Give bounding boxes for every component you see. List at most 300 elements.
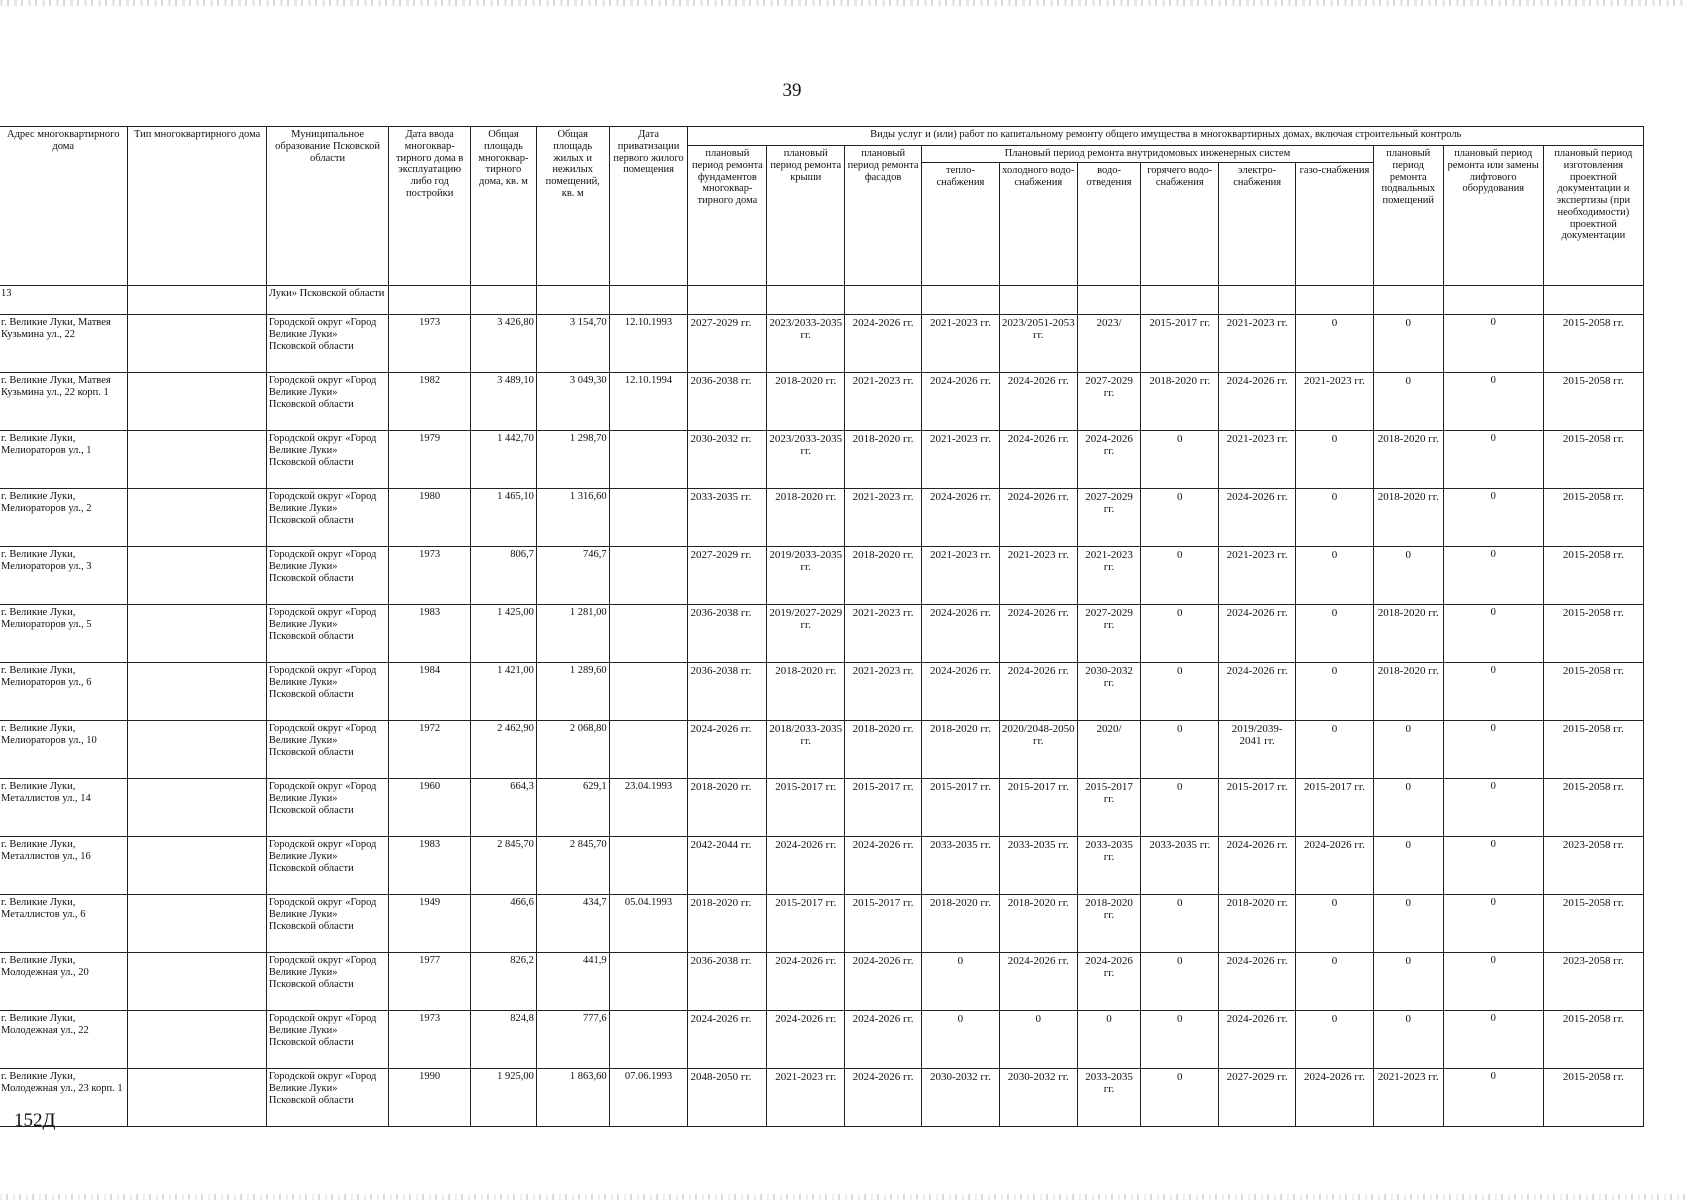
cell-elevator: 0 bbox=[1443, 779, 1543, 837]
table-row bbox=[0, 373, 1644, 431]
cell-gas: 0 bbox=[1296, 953, 1374, 1011]
cell-total-area: 1 421,00 bbox=[471, 663, 537, 721]
cell-privatization: 07.06.1993 bbox=[609, 1069, 688, 1127]
cell-design: 2023-2058 гг. bbox=[1543, 837, 1643, 895]
cell-foundation: 2048-2050 гг. bbox=[688, 1069, 767, 1127]
table-row bbox=[0, 779, 1644, 837]
cell-total-area: 824,8 bbox=[471, 1011, 537, 1069]
cell-municipality: Городской округ «Город Великие Луки» Псковской области bbox=[266, 779, 388, 837]
cell-house-type bbox=[128, 895, 267, 953]
cell-basement: 0 bbox=[1373, 315, 1443, 373]
header-commission-date: Дата ввода многоквар-тирного дома в эксплуатацию либо год постройки bbox=[389, 127, 471, 286]
cell-premises-area: 2 845,70 bbox=[536, 837, 609, 895]
cell-municipality: Городской округ «Город Великие Луки» Псковской области bbox=[266, 895, 388, 953]
cell-year: 1960 bbox=[389, 779, 471, 837]
cell-foundation: 2024-2026 гг. bbox=[688, 1011, 767, 1069]
cell-total-area: 826,2 bbox=[471, 953, 537, 1011]
cell-sewage: 2027-2029 гг. bbox=[1077, 489, 1141, 547]
cell-year: 1979 bbox=[389, 431, 471, 489]
cell-facade: 2024-2026 гг. bbox=[845, 837, 922, 895]
cell-total-area: 3 489,10 bbox=[471, 373, 537, 431]
header-design: плановый период изготовления проектной документации и экспертизы (при необходимости) проектной документации bbox=[1543, 146, 1643, 286]
cell-year: 1977 bbox=[389, 953, 471, 1011]
cell-gas: 0 bbox=[1296, 1011, 1374, 1069]
cell-hot-water: 0 bbox=[1141, 1011, 1219, 1069]
table-row bbox=[0, 721, 1644, 779]
cell-municipality: Городской округ «Город Великие Луки» Псковской области bbox=[266, 1011, 388, 1069]
cell-roof: 2018/2033-2035 гг. bbox=[767, 721, 845, 779]
cell-municipality: Городской округ «Город Великие Луки» Псковской области bbox=[266, 547, 388, 605]
cell-electric: 2024-2026 гг. bbox=[1219, 953, 1296, 1011]
cell-basement: 2018-2020 гг. bbox=[1373, 489, 1443, 547]
table-body bbox=[0, 286, 1644, 1127]
cell-cold-water: 2024-2026 гг. bbox=[999, 605, 1077, 663]
cell-empty bbox=[1373, 286, 1443, 315]
cell-privatization: 12.10.1994 bbox=[609, 373, 688, 431]
cell-year: 1983 bbox=[389, 837, 471, 895]
cell-heat: 2033-2035 гг. bbox=[922, 837, 1000, 895]
cell-privatization bbox=[609, 1011, 688, 1069]
cell-heat: 2021-2023 гг. bbox=[922, 315, 1000, 373]
cell-foundation: 2033-2035 гг. bbox=[688, 489, 767, 547]
cell-basement: 0 bbox=[1373, 953, 1443, 1011]
header-municipality: Муниципальное образование Псковской области bbox=[266, 127, 388, 286]
cell-year: 1973 bbox=[389, 315, 471, 373]
cell-foundation: 2036-2038 гг. bbox=[688, 605, 767, 663]
cell-sewage: 2024-2026 гг. bbox=[1077, 953, 1141, 1011]
cell-foundation: 2018-2020 гг. bbox=[688, 895, 767, 953]
cell-hot-water: 0 bbox=[1141, 663, 1219, 721]
cell-house-type bbox=[128, 663, 267, 721]
cell-empty bbox=[767, 286, 845, 315]
cell-heat: 0 bbox=[922, 953, 1000, 1011]
cell-premises-area: 1 281,00 bbox=[536, 605, 609, 663]
cell-electric: 2027-2029 гг. bbox=[1219, 1069, 1296, 1127]
cell-empty bbox=[1543, 286, 1643, 315]
cell-municipality: Городской округ «Город Великие Луки» Псковской области bbox=[266, 431, 388, 489]
table-row bbox=[0, 1069, 1644, 1127]
cell-hot-water: 2018-2020 гг. bbox=[1141, 373, 1219, 431]
table-row bbox=[0, 315, 1644, 373]
cell-premises-area: 3 154,70 bbox=[536, 315, 609, 373]
cell-design: 2015-2058 гг. bbox=[1543, 1069, 1643, 1127]
cell-heat: 2030-2032 гг. bbox=[922, 1069, 1000, 1127]
cell-hot-water: 0 bbox=[1141, 431, 1219, 489]
header-sewage: водо-отведения bbox=[1077, 163, 1141, 286]
cell-empty bbox=[922, 286, 1000, 315]
scan-edge-top bbox=[0, 0, 1686, 6]
cell-premises-area: 3 049,30 bbox=[536, 373, 609, 431]
header-privatization-date: Дата приватизации первого жилого помещения bbox=[609, 127, 688, 286]
cell-foundation: 2030-2032 гг. bbox=[688, 431, 767, 489]
cell-house-type bbox=[128, 837, 267, 895]
cell-basement: 2018-2020 гг. bbox=[1373, 663, 1443, 721]
cell-cold-water: 0 bbox=[999, 1011, 1077, 1069]
cell-foundation: 2042-2044 гг. bbox=[688, 837, 767, 895]
cell-empty bbox=[609, 286, 688, 315]
cell-elevator: 0 bbox=[1443, 1011, 1543, 1069]
cell-municipality: Городской округ «Город Великие Луки» Псковской области bbox=[266, 605, 388, 663]
cell-total-area: 1 425,00 bbox=[471, 605, 537, 663]
cell-year: 1983 bbox=[389, 605, 471, 663]
cell-house-type bbox=[128, 431, 267, 489]
cell-house-type bbox=[128, 1011, 267, 1069]
cell-basement: 0 bbox=[1373, 779, 1443, 837]
document-code: 152Д bbox=[14, 1110, 56, 1131]
cell-design: 2015-2058 гг. bbox=[1543, 547, 1643, 605]
cell-roof: 2018-2020 гг. bbox=[767, 489, 845, 547]
cell-empty bbox=[999, 286, 1077, 315]
cell-sewage: 2033-2035 гг. bbox=[1077, 837, 1141, 895]
table-row bbox=[0, 953, 1644, 1011]
cell-basement: 0 bbox=[1373, 373, 1443, 431]
cell-municipality: Городской округ «Город Великие Луки» Псковской области bbox=[266, 721, 388, 779]
cell-hot-water: 0 bbox=[1141, 895, 1219, 953]
cell-cold-water: 2024-2026 гг. bbox=[999, 663, 1077, 721]
cell-total-area: 2 845,70 bbox=[471, 837, 537, 895]
cell-cold-water: 2018-2020 гг. bbox=[999, 895, 1077, 953]
cell-total-area: 3 426,80 bbox=[471, 315, 537, 373]
cell-address: г. Великие Луки, Металлистов ул., 16 bbox=[0, 837, 128, 895]
cell-electric: 2024-2026 гг. bbox=[1219, 373, 1296, 431]
cell-empty bbox=[536, 286, 609, 315]
cell-year: 1973 bbox=[389, 1011, 471, 1069]
cell-total-area: 466,6 bbox=[471, 895, 537, 953]
cell-house-type bbox=[128, 721, 267, 779]
cell-elevator: 0 bbox=[1443, 721, 1543, 779]
capital-repair-table bbox=[0, 126, 1644, 1127]
table-row bbox=[0, 547, 1644, 605]
header-roof: плановый период ремонта крыши bbox=[767, 146, 845, 286]
cell-facade: 2021-2023 гг. bbox=[845, 373, 922, 431]
cell-gas: 0 bbox=[1296, 547, 1374, 605]
cell-gas: 2015-2017 гг. bbox=[1296, 779, 1374, 837]
cell-house-type bbox=[128, 315, 267, 373]
cell-house-type bbox=[128, 953, 267, 1011]
cell-premises-area: 1 863,60 bbox=[536, 1069, 609, 1127]
cell-roof: 2023/2033-2035 гг. bbox=[767, 431, 845, 489]
cell-hot-water: 0 bbox=[1141, 489, 1219, 547]
cell-hot-water: 0 bbox=[1141, 1069, 1219, 1127]
cell-roof: 2021-2023 гг. bbox=[767, 1069, 845, 1127]
cell-facade: 2015-2017 гг. bbox=[845, 779, 922, 837]
cell-municipality: Луки» Псковской области bbox=[266, 286, 388, 315]
cell-year: 1984 bbox=[389, 663, 471, 721]
cell-total-area: 2 462,90 bbox=[471, 721, 537, 779]
cell-premises-area: 746,7 bbox=[536, 547, 609, 605]
cell-roof: 2015-2017 гг. bbox=[767, 779, 845, 837]
cell-address: г. Великие Луки, Мелиораторов ул., 10 bbox=[0, 721, 128, 779]
header-address: Адрес многоквартирного дома bbox=[0, 127, 128, 286]
header-premises-area: Общая площадь жилых и нежилых помещений, кв. м bbox=[536, 127, 609, 286]
cell-hot-water: 0 bbox=[1141, 547, 1219, 605]
cell-hot-water: 0 bbox=[1141, 953, 1219, 1011]
header-house-type: Тип многоквартирного дома bbox=[128, 127, 267, 286]
cell-foundation: 2024-2026 гг. bbox=[688, 721, 767, 779]
cell-premises-area: 441,9 bbox=[536, 953, 609, 1011]
cell-foundation: 2036-2038 гг. bbox=[688, 953, 767, 1011]
cell-municipality: Городской округ «Город Великие Луки» Псковской области bbox=[266, 953, 388, 1011]
cell-sewage: 2018-2020 гг. bbox=[1077, 895, 1141, 953]
cell-empty bbox=[688, 286, 767, 315]
table-row bbox=[0, 605, 1644, 663]
cell-address: г. Великие Луки, Металлистов ул., 6 bbox=[0, 895, 128, 953]
cell-sewage: 2024-2026 гг. bbox=[1077, 431, 1141, 489]
cell-premises-area: 1 316,60 bbox=[536, 489, 609, 547]
cell-heat: 2024-2026 гг. bbox=[922, 489, 1000, 547]
scan-edge-bottom bbox=[0, 1194, 1686, 1200]
cell-design: 2015-2058 гг. bbox=[1543, 315, 1643, 373]
header-foundation: плановый период ремонта фундаментов многоквар-тирного дома bbox=[688, 146, 767, 286]
cell-facade: 2021-2023 гг. bbox=[845, 663, 922, 721]
cell-sewage: 0 bbox=[1077, 1011, 1141, 1069]
cell-heat: 2015-2017 гг. bbox=[922, 779, 1000, 837]
cell-electric: 2021-2023 гг. bbox=[1219, 547, 1296, 605]
cell-privatization bbox=[609, 837, 688, 895]
cell-gas: 0 bbox=[1296, 721, 1374, 779]
cell-empty bbox=[389, 286, 471, 315]
cell-house-type bbox=[128, 1069, 267, 1127]
cell-sewage: 2015-2017 гг. bbox=[1077, 779, 1141, 837]
cell-privatization: 05.04.1993 bbox=[609, 895, 688, 953]
cell-house-type bbox=[128, 547, 267, 605]
cell-premises-area: 1 289,60 bbox=[536, 663, 609, 721]
cell-design: 2015-2058 гг. bbox=[1543, 605, 1643, 663]
cell-electric: 2024-2026 гг. bbox=[1219, 605, 1296, 663]
cell-facade: 2021-2023 гг. bbox=[845, 605, 922, 663]
cell-sewage: 2027-2029 гг. bbox=[1077, 373, 1141, 431]
cell-privatization bbox=[609, 547, 688, 605]
cell-privatization: 23.04.1993 bbox=[609, 779, 688, 837]
cell-basement: 2018-2020 гг. bbox=[1373, 431, 1443, 489]
continuation-row bbox=[0, 286, 1644, 315]
cell-total-area: 1 465,10 bbox=[471, 489, 537, 547]
cell-gas: 2021-2023 гг. bbox=[1296, 373, 1374, 431]
cell-basement: 0 bbox=[1373, 837, 1443, 895]
cell-cold-water: 2024-2026 гг. bbox=[999, 431, 1077, 489]
cell-municipality: Городской округ «Город Великие Луки» Псковской области bbox=[266, 663, 388, 721]
cell-electric: 2024-2026 гг. bbox=[1219, 1011, 1296, 1069]
cell-sewage: 2030-2032 гг. bbox=[1077, 663, 1141, 721]
cell-roof: 2023/2033-2035 гг. bbox=[767, 315, 845, 373]
cell-facade: 2021-2023 гг. bbox=[845, 489, 922, 547]
cell-roof: 2024-2026 гг. bbox=[767, 953, 845, 1011]
cell-municipality: Городской округ «Город Великие Луки» Псковской области bbox=[266, 315, 388, 373]
cell-address: г. Великие Луки, Мелиораторов ул., 5 bbox=[0, 605, 128, 663]
cell-elevator: 0 bbox=[1443, 431, 1543, 489]
cell-electric: 2015-2017 гг. bbox=[1219, 779, 1296, 837]
cell-address: 13 bbox=[0, 286, 128, 315]
cell-total-area: 1 925,00 bbox=[471, 1069, 537, 1127]
cell-address: г. Великие Луки, Мелиораторов ул., 2 bbox=[0, 489, 128, 547]
cell-hot-water: 0 bbox=[1141, 605, 1219, 663]
cell-elevator: 0 bbox=[1443, 663, 1543, 721]
cell-privatization bbox=[609, 489, 688, 547]
cell-heat: 2018-2020 гг. bbox=[922, 895, 1000, 953]
cell-hot-water: 2033-2035 гг. bbox=[1141, 837, 1219, 895]
cell-basement: 0 bbox=[1373, 895, 1443, 953]
cell-premises-area: 629,1 bbox=[536, 779, 609, 837]
cell-electric: 2021-2023 гг. bbox=[1219, 315, 1296, 373]
cell-heat: 2021-2023 гг. bbox=[922, 547, 1000, 605]
cell-roof: 2024-2026 гг. bbox=[767, 1011, 845, 1069]
cell-year: 1949 bbox=[389, 895, 471, 953]
cell-house-type bbox=[128, 373, 267, 431]
cell-address: г. Великие Луки, Молодежная ул., 22 bbox=[0, 1011, 128, 1069]
cell-gas: 2024-2026 гг. bbox=[1296, 837, 1374, 895]
cell-privatization bbox=[609, 605, 688, 663]
cell-sewage: 2021-2023 гг. bbox=[1077, 547, 1141, 605]
cell-year: 1980 bbox=[389, 489, 471, 547]
cell-basement: 2018-2020 гг. bbox=[1373, 605, 1443, 663]
cell-basement: 0 bbox=[1373, 721, 1443, 779]
cell-municipality: Городской округ «Город Великие Луки» Псковской области bbox=[266, 489, 388, 547]
cell-heat: 2024-2026 гг. bbox=[922, 605, 1000, 663]
cell-gas: 0 bbox=[1296, 315, 1374, 373]
cell-total-area: 806,7 bbox=[471, 547, 537, 605]
cell-cold-water: 2024-2026 гг. bbox=[999, 373, 1077, 431]
table-row bbox=[0, 895, 1644, 953]
cell-privatization: 12.10.1993 bbox=[609, 315, 688, 373]
cell-cold-water: 2020/2048-2050 гг. bbox=[999, 721, 1077, 779]
cell-electric: 2021-2023 гг. bbox=[1219, 431, 1296, 489]
header-elevator: плановый период ремонта или замены лифтового оборудования bbox=[1443, 146, 1543, 286]
cell-empty bbox=[1077, 286, 1141, 315]
cell-sewage: 2027-2029 гг. bbox=[1077, 605, 1141, 663]
cell-gas: 0 bbox=[1296, 489, 1374, 547]
cell-empty bbox=[1296, 286, 1374, 315]
header-electric: электро-снабжения bbox=[1219, 163, 1296, 286]
cell-facade: 2018-2020 гг. bbox=[845, 547, 922, 605]
cell-premises-area: 2 068,80 bbox=[536, 721, 609, 779]
cell-privatization bbox=[609, 431, 688, 489]
cell-roof: 2018-2020 гг. bbox=[767, 373, 845, 431]
header-gas: газо-снабжения bbox=[1296, 163, 1374, 286]
header-works-group: Виды услуг и (или) работ по капитальному ремонту общего имущества в многоквартирных домах, включая строительный контроль bbox=[688, 127, 1644, 146]
cell-elevator: 0 bbox=[1443, 1069, 1543, 1127]
cell-cold-water: 2024-2026 гг. bbox=[999, 953, 1077, 1011]
cell-electric: 2019/2039-2041 гг. bbox=[1219, 721, 1296, 779]
cell-house-type bbox=[128, 489, 267, 547]
cell-address: г. Великие Луки, Мелиораторов ул., 3 bbox=[0, 547, 128, 605]
cell-cold-water: 2033-2035 гг. bbox=[999, 837, 1077, 895]
cell-empty bbox=[471, 286, 537, 315]
cell-foundation: 2036-2038 гг. bbox=[688, 373, 767, 431]
header-basement: плановый период ремонта подвальных помещений bbox=[1373, 146, 1443, 286]
cell-roof: 2018-2020 гг. bbox=[767, 663, 845, 721]
table-row bbox=[0, 431, 1644, 489]
cell-hot-water: 0 bbox=[1141, 721, 1219, 779]
cell-heat: 2021-2023 гг. bbox=[922, 431, 1000, 489]
table-row bbox=[0, 1011, 1644, 1069]
cell-design: 2015-2058 гг. bbox=[1543, 1011, 1643, 1069]
cell-foundation: 2018-2020 гг. bbox=[688, 779, 767, 837]
cell-design: 2015-2058 гг. bbox=[1543, 895, 1643, 953]
cell-address: г. Великие Луки, Молодежная ул., 23 корп. 1 bbox=[0, 1069, 128, 1127]
cell-heat: 2018-2020 гг. bbox=[922, 721, 1000, 779]
cell-cold-water: 2024-2026 гг. bbox=[999, 489, 1077, 547]
cell-facade: 2018-2020 гг. bbox=[845, 721, 922, 779]
cell-facade: 2024-2026 гг. bbox=[845, 1011, 922, 1069]
cell-empty bbox=[1141, 286, 1219, 315]
cell-privatization bbox=[609, 663, 688, 721]
cell-foundation: 2027-2029 гг. bbox=[688, 315, 767, 373]
cell-foundation: 2027-2029 гг. bbox=[688, 547, 767, 605]
cell-address: г. Великие Луки, Матвея Кузьмина ул., 22 корп. 1 bbox=[0, 373, 128, 431]
cell-municipality: Городской округ «Город Великие Луки» Псковской области bbox=[266, 373, 388, 431]
cell-design: 2015-2058 гг. bbox=[1543, 431, 1643, 489]
cell-roof: 2024-2026 гг. bbox=[767, 837, 845, 895]
cell-total-area: 664,3 bbox=[471, 779, 537, 837]
header-hot-water: горячего водо-снабжения bbox=[1141, 163, 1219, 286]
cell-municipality: Городской округ «Город Великие Луки» Псковской области bbox=[266, 837, 388, 895]
cell-privatization bbox=[609, 953, 688, 1011]
cell-year: 1972 bbox=[389, 721, 471, 779]
cell-total-area: 1 442,70 bbox=[471, 431, 537, 489]
cell-cold-water: 2023/2051-2053 гг. bbox=[999, 315, 1077, 373]
cell-roof: 2015-2017 гг. bbox=[767, 895, 845, 953]
cell-heat: 0 bbox=[922, 1011, 1000, 1069]
cell-heat: 2024-2026 гг. bbox=[922, 663, 1000, 721]
cell-gas: 0 bbox=[1296, 895, 1374, 953]
cell-hot-water: 0 bbox=[1141, 779, 1219, 837]
cell-house-type bbox=[128, 605, 267, 663]
table-row bbox=[0, 837, 1644, 895]
cell-empty bbox=[1219, 286, 1296, 315]
cell-roof: 2019/2027-2029 гг. bbox=[767, 605, 845, 663]
cell-electric: 2024-2026 гг. bbox=[1219, 489, 1296, 547]
cell-elevator: 0 bbox=[1443, 315, 1543, 373]
cell-privatization bbox=[609, 721, 688, 779]
cell-municipality: Городской округ «Город Великие Луки» Псковской области bbox=[266, 1069, 388, 1127]
cell-elevator: 0 bbox=[1443, 605, 1543, 663]
cell-hot-water: 2015-2017 гг. bbox=[1141, 315, 1219, 373]
cell-premises-area: 434,7 bbox=[536, 895, 609, 953]
cell-facade: 2024-2026 гг. bbox=[845, 1069, 922, 1127]
cell-cold-water: 2015-2017 гг. bbox=[999, 779, 1077, 837]
cell-empty bbox=[845, 286, 922, 315]
cell-house-type bbox=[128, 779, 267, 837]
cell-facade: 2024-2026 гг. bbox=[845, 315, 922, 373]
cell-year: 1990 bbox=[389, 1069, 471, 1127]
cell-facade: 2015-2017 гг. bbox=[845, 895, 922, 953]
cell-basement: 0 bbox=[1373, 547, 1443, 605]
cell-foundation: 2036-2038 гг. bbox=[688, 663, 767, 721]
header-systems-group: Плановый период ремонта внутридомовых инженерных систем bbox=[922, 146, 1374, 163]
cell-premises-area: 1 298,70 bbox=[536, 431, 609, 489]
header-cold-water: холодного водо-снабжения bbox=[999, 163, 1077, 286]
cell-sewage: 2023/ bbox=[1077, 315, 1141, 373]
cell-facade: 2018-2020 гг. bbox=[845, 431, 922, 489]
header-facade: плановый период ремонта фасадов bbox=[845, 146, 922, 286]
cell-elevator: 0 bbox=[1443, 895, 1543, 953]
cell-facade: 2024-2026 гг. bbox=[845, 953, 922, 1011]
header-total-area: Общая площадь многоквар-тирного дома, кв. м bbox=[471, 127, 537, 286]
table-row bbox=[0, 489, 1644, 547]
page-number: 39 bbox=[782, 80, 802, 101]
cell-basement: 2021-2023 гг. bbox=[1373, 1069, 1443, 1127]
cell-address: г. Великие Луки, Матвея Кузьмина ул., 22 bbox=[0, 315, 128, 373]
cell-empty bbox=[1443, 286, 1543, 315]
cell-electric: 2024-2026 гг. bbox=[1219, 663, 1296, 721]
cell-address: г. Великие Луки, Молодежная ул., 20 bbox=[0, 953, 128, 1011]
cell-gas: 2024-2026 гг. bbox=[1296, 1069, 1374, 1127]
header-heat: тепло-снабжения bbox=[922, 163, 1000, 286]
cell-sewage: 2033-2035 гг. bbox=[1077, 1069, 1141, 1127]
cell-year: 1973 bbox=[389, 547, 471, 605]
cell-elevator: 0 bbox=[1443, 489, 1543, 547]
cell-design: 2015-2058 гг. bbox=[1543, 663, 1643, 721]
